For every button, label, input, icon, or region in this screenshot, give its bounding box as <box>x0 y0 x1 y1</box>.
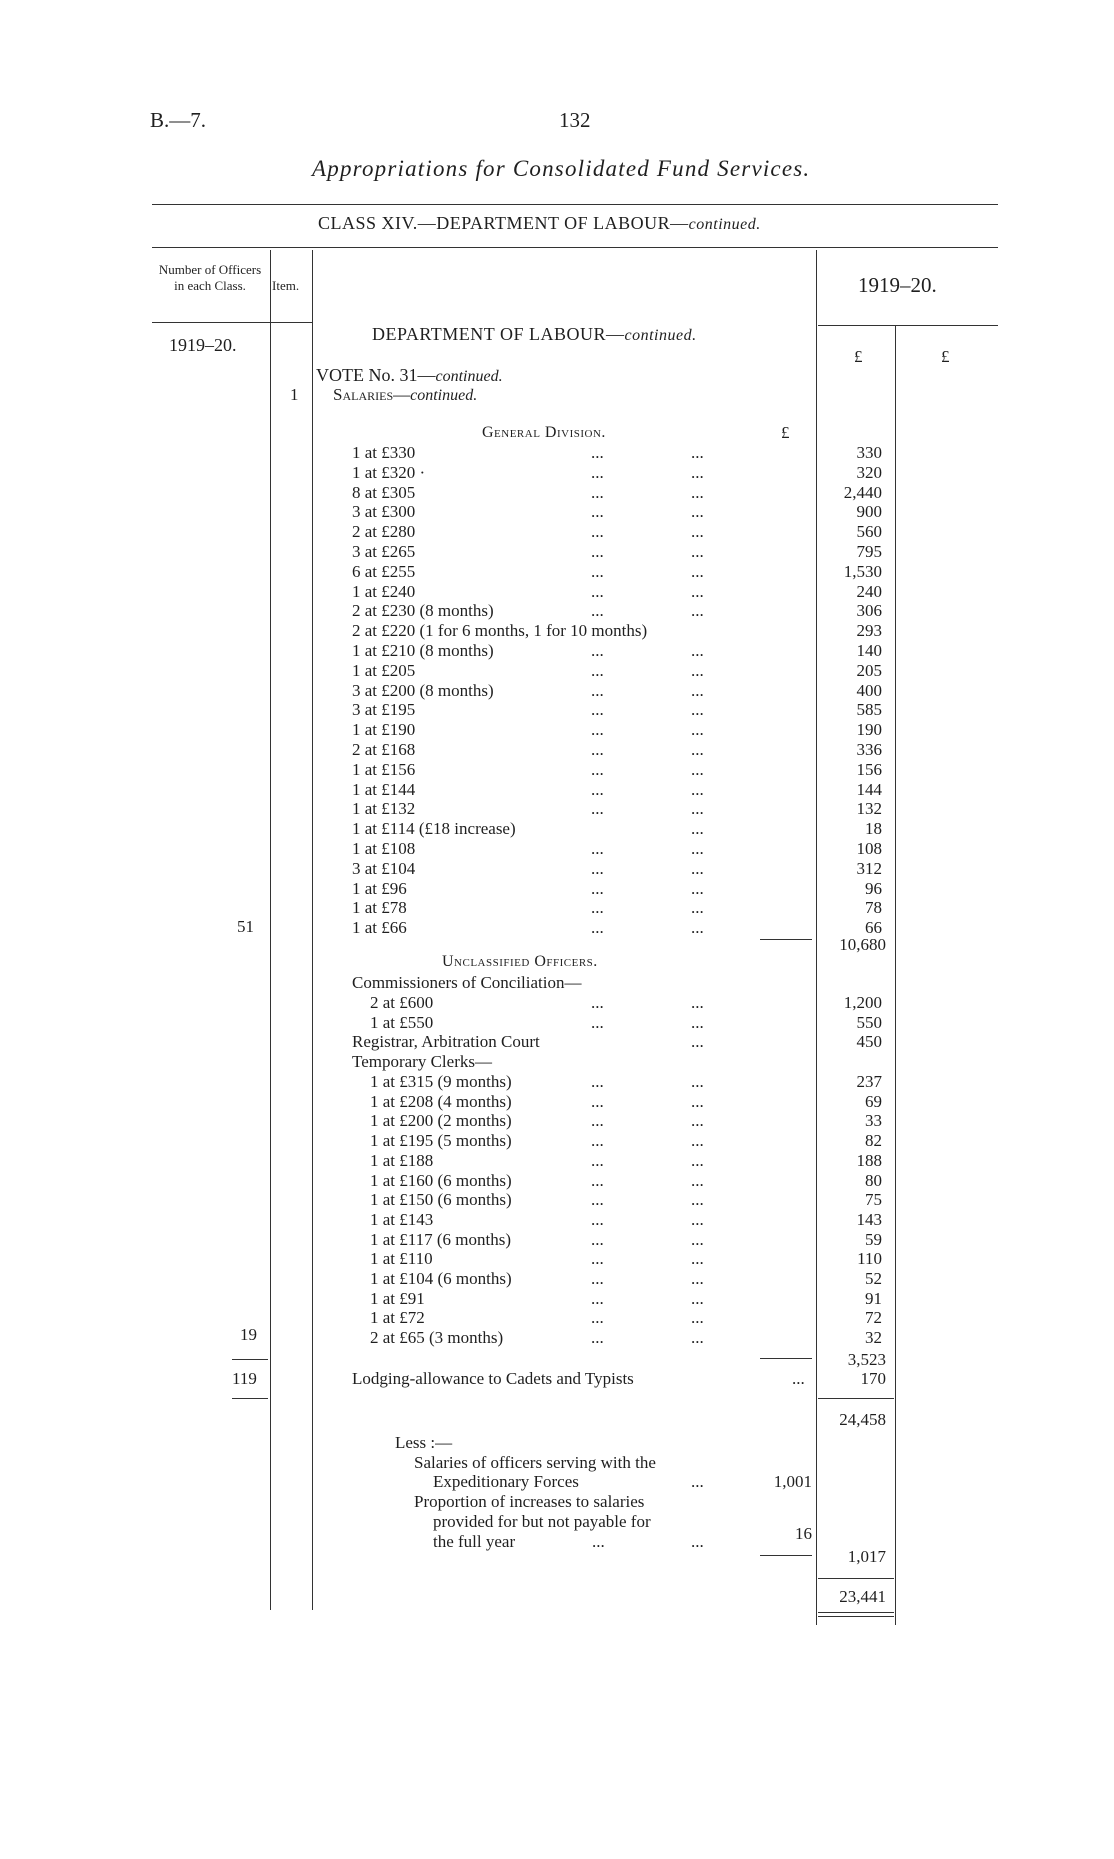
entry-label: 1 at £240 <box>352 581 416 601</box>
leader-dots: ... <box>591 680 604 700</box>
leader-dots: ... <box>691 522 704 542</box>
unclassified-officers-count: 19 <box>240 1325 257 1344</box>
leader-dots: ... <box>691 819 704 839</box>
leader-dots: ... <box>691 1150 704 1170</box>
entry-row <box>352 799 882 819</box>
entry-row <box>352 879 882 899</box>
entry-row <box>352 463 882 483</box>
leader-dots: ... <box>691 740 704 759</box>
entry-row <box>352 740 882 760</box>
entry-row <box>352 601 882 621</box>
leader-dots: ... <box>691 1072 704 1091</box>
col-divider-pounds <box>895 325 896 1625</box>
leader-dots: ... <box>691 542 704 561</box>
entry-row <box>352 1092 882 1112</box>
entry-amount: 78 <box>865 898 882 918</box>
leader-dots: ... <box>591 482 604 502</box>
entry-label: 6 at £255 <box>352 561 416 581</box>
entry-amount: 240 <box>856 581 882 601</box>
entry-label: 1 at £66 <box>352 918 407 938</box>
entry-label: 8 at £305 <box>352 482 416 502</box>
leader-dots: ... <box>591 993 604 1012</box>
entry-amount: 795 <box>856 542 882 561</box>
less-item2-dots-2: ... <box>691 1532 704 1551</box>
entry-amount: 75 <box>865 1190 882 1210</box>
entry-label: 1 at £188 <box>370 1150 434 1170</box>
entry-label: 1 at £96 <box>352 878 407 898</box>
entry-label: 1 at £210 (8 months) <box>352 641 494 660</box>
entry-row <box>352 1269 882 1289</box>
leader-dots: ... <box>591 641 604 660</box>
leader-dots: ... <box>691 993 704 1012</box>
entry-label: 2 at £168 <box>352 740 416 759</box>
leader-dots: ... <box>591 581 604 601</box>
col-header-officers: Number of Officers in each Class. <box>158 262 262 293</box>
leader-dots: ... <box>691 1131 704 1151</box>
unclassified-heading: Unclassified Officers. <box>442 953 598 970</box>
entry-label: 3 at £195 <box>352 700 416 720</box>
entry-row <box>352 1151 882 1171</box>
entry-amount: 82 <box>865 1131 882 1151</box>
entry-row <box>352 681 882 701</box>
entry-row <box>352 819 882 839</box>
less-item2-line3: the full year <box>433 1532 516 1551</box>
entry-amount: 190 <box>856 720 882 740</box>
leader-dots: ... <box>691 1209 704 1229</box>
leader-dots: ... <box>591 1170 604 1190</box>
leader-dots: ... <box>591 1209 604 1229</box>
item-number: 1 <box>290 385 299 404</box>
entry-amount: 188 <box>856 1150 882 1170</box>
entry-label: 2 at £65 (3 months) <box>370 1328 504 1348</box>
total-officers-count: 119 <box>232 1369 257 1388</box>
leader-dots: ... <box>591 1308 604 1328</box>
general-division-heading: General Division. <box>482 424 606 441</box>
entry-label: 1 at £117 (6 months) <box>370 1229 512 1249</box>
leader-dots: ... <box>691 660 704 680</box>
leader-dots: ... <box>591 799 604 819</box>
leader-dots: ... <box>591 1190 604 1210</box>
leader-dots: ... <box>691 720 704 740</box>
leader-dots: ... <box>691 1229 704 1249</box>
grand-total-rule-1 <box>818 1612 894 1613</box>
entry-row <box>352 1289 882 1309</box>
less-total-rule <box>760 1555 812 1556</box>
entry-row <box>352 1111 882 1131</box>
entry-row <box>352 1013 882 1033</box>
vote-heading-cont: continued. <box>435 368 503 385</box>
entry-amount: 144 <box>856 779 882 799</box>
leader-dots: ... <box>691 680 704 700</box>
entry-row <box>352 483 882 503</box>
leader-dots: ... <box>591 542 604 561</box>
leader-dots: ... <box>591 779 604 799</box>
entry-label: 2 at £600 <box>370 993 434 1012</box>
entry-row <box>352 918 882 938</box>
leader-dots: ... <box>591 443 604 462</box>
leader-dots: ... <box>591 1229 604 1249</box>
entry-label: 1 at £143 <box>370 1209 434 1229</box>
entry-row <box>352 839 882 859</box>
leader-dots: ... <box>591 1111 604 1131</box>
leader-dots: ... <box>591 1269 604 1288</box>
pound-sign-1: £ <box>854 347 863 366</box>
registrar-row <box>352 1032 882 1052</box>
less-item2-dots-1: ... <box>592 1532 605 1551</box>
pound-sign-2: £ <box>941 347 950 366</box>
entry-amount: 69 <box>865 1091 882 1111</box>
entry-row <box>352 502 882 522</box>
leader-dots: ... <box>691 759 704 779</box>
entry-label: 2 at £280 <box>352 522 416 542</box>
dept-heading <box>372 324 697 345</box>
entry-label: 1 at £104 (6 months) <box>370 1269 512 1288</box>
lodging-row <box>352 1369 812 1389</box>
entry-amount: 585 <box>856 700 882 720</box>
entry-label: 1 at £330 <box>352 443 416 462</box>
leader-dots: ... <box>591 858 604 878</box>
col-header-year: 1919–20. <box>858 273 937 297</box>
entry-row <box>352 582 882 602</box>
entry-row <box>352 1210 882 1230</box>
unclassified-total: 3,523 <box>847 1350 886 1369</box>
entry-label: 1 at £156 <box>352 759 416 779</box>
leader-dots: ... <box>591 601 604 621</box>
leader-dots: ... <box>691 1012 704 1032</box>
class-heading-text: CLASS XIV.—DEPARTMENT OF LABOUR— <box>318 213 689 233</box>
entry-amount: 900 <box>856 502 882 522</box>
leader-dots: ... <box>591 740 604 759</box>
less-item1-dots: ... <box>691 1472 704 1491</box>
entry-label: 3 at £265 <box>352 542 416 561</box>
entry-row <box>352 859 882 879</box>
leader-dots: ... <box>691 561 704 581</box>
grand-total: 23,441 <box>839 1587 886 1606</box>
salaries-heading <box>333 385 477 405</box>
less-label: Less :— <box>395 1433 453 1452</box>
class-heading-cont: continued. <box>688 216 761 233</box>
dept-heading-cont: continued. <box>624 327 697 344</box>
entry-row <box>352 1249 882 1269</box>
leader-dots: ... <box>591 660 604 680</box>
entry-row <box>352 661 882 681</box>
entry-amount: 237 <box>856 1072 882 1091</box>
entry-amount: 1,200 <box>843 993 882 1012</box>
left-rule-2 <box>232 1398 268 1399</box>
entry-label: 1 at £195 (5 months) <box>370 1131 512 1151</box>
entry-row <box>352 720 882 740</box>
entry-label: 3 at £300 <box>352 502 416 522</box>
entry-amount: 400 <box>856 680 882 700</box>
title-rule <box>152 204 998 205</box>
entry-amount: 156 <box>856 759 882 779</box>
commissioners-label: Commissioners of Conciliation— <box>352 973 582 992</box>
leader-dots: ... <box>591 1131 604 1151</box>
leader-dots: ... <box>691 1170 704 1190</box>
entry-row <box>352 760 882 780</box>
less-total: 1,017 <box>847 1547 886 1566</box>
entry-amount: 108 <box>856 839 882 858</box>
table-top-rule <box>152 247 998 248</box>
leader-dots: ... <box>591 1328 604 1348</box>
leader-dots: ... <box>591 1091 604 1111</box>
entry-amount: 336 <box>856 740 882 759</box>
entry-row <box>352 1131 882 1151</box>
lodging-amount: 170 <box>860 1369 886 1388</box>
subtotal-rule <box>818 1398 894 1399</box>
leader-dots: ... <box>591 759 604 779</box>
entry-label: 2 at £220 (1 for 6 months, 1 for 10 months) <box>352 621 648 641</box>
entry-amount: 52 <box>865 1269 882 1288</box>
temporary-clerks-label: Temporary Clerks— <box>352 1052 492 1071</box>
leader-dots: ... <box>591 561 604 581</box>
registrar-amount: 450 <box>856 1032 882 1051</box>
entry-amount: 110 <box>857 1249 882 1269</box>
entry-label: 1 at £150 (6 months) <box>370 1190 512 1210</box>
lodging-label: Lodging-allowance to Cadets and Typists <box>352 1369 634 1388</box>
leader-dots: ... <box>691 779 704 799</box>
entry-row <box>352 700 882 720</box>
leader-dots: ... <box>591 700 604 720</box>
entry-amount: 312 <box>856 858 882 878</box>
entry-label: 1 at £72 <box>370 1308 425 1328</box>
leader-dots: ... <box>591 898 604 918</box>
col-divider-officers <box>270 250 271 1610</box>
leader-dots: ... <box>691 918 704 938</box>
entry-amount: 59 <box>865 1229 882 1249</box>
less-item2-amount: 16 <box>795 1524 812 1543</box>
leader-dots: ... <box>691 858 704 878</box>
general-total-rule <box>760 939 812 940</box>
leader-dots: ... <box>691 581 704 601</box>
leader-dots: ... <box>691 1288 704 1308</box>
leader-dots: ... <box>691 799 704 819</box>
entry-label: 1 at £200 (2 months) <box>370 1111 512 1131</box>
leader-dots: ... <box>591 918 604 938</box>
lodging-dots: ... <box>792 1369 805 1388</box>
leader-dots: ... <box>691 443 704 462</box>
leader-dots: ... <box>591 1249 604 1269</box>
salaries-heading-cont: continued. <box>410 387 478 404</box>
general-officers-count: 51 <box>237 917 254 936</box>
entry-amount: 91 <box>865 1288 882 1308</box>
leader-dots: ... <box>691 1111 704 1131</box>
subtotal: 24,458 <box>839 1410 886 1429</box>
grand-total-rule-2 <box>818 1616 894 1617</box>
entry-label: 3 at £200 (8 months) <box>352 680 494 700</box>
entry-row <box>352 443 882 463</box>
entry-amount: 32 <box>865 1328 882 1348</box>
leader-dots: ... <box>691 462 704 482</box>
vote-heading-text: VOTE No. 31— <box>316 365 436 385</box>
entry-amount: 306 <box>856 601 882 621</box>
page-title: Appropriations for Consolidated Fund Services. <box>312 156 811 181</box>
entry-amount: 80 <box>865 1170 882 1190</box>
leader-dots: ... <box>591 502 604 522</box>
entry-row <box>352 1328 882 1348</box>
entry-amount: 18 <box>865 819 882 839</box>
leader-dots: ... <box>691 1328 704 1348</box>
col-divider-item <box>312 250 313 1610</box>
entry-row <box>352 1230 882 1250</box>
dept-heading-text: DEPARTMENT OF LABOUR— <box>372 324 625 344</box>
entry-amount: 33 <box>865 1111 882 1131</box>
entry-label: 1 at £144 <box>352 779 416 799</box>
leader-dots: ... <box>691 839 704 858</box>
page-number: 132 <box>559 108 591 132</box>
leader-dots: ... <box>591 1288 604 1308</box>
entry-label: 1 at £110 <box>370 1249 433 1269</box>
entry-amount: 330 <box>856 443 882 462</box>
entry-amount: 143 <box>856 1209 882 1229</box>
entry-amount: 96 <box>865 878 882 898</box>
leader-dots: ... <box>591 1072 604 1091</box>
leader-dots: ... <box>691 1308 704 1328</box>
entry-row <box>352 621 882 641</box>
entry-label: 1 at £91 <box>370 1288 425 1308</box>
left-rule-1 <box>232 1359 268 1360</box>
general-total: 10,680 <box>839 935 886 954</box>
leader-dots: ... <box>691 878 704 898</box>
header-rule-right <box>818 325 998 326</box>
entry-row <box>352 1171 882 1191</box>
less-item2-line2: provided for but not payable for <box>433 1512 651 1531</box>
salaries-heading-text: Salaries— <box>333 385 411 404</box>
class-heading <box>318 213 761 234</box>
leader-dots: ... <box>691 1190 704 1210</box>
entry-amount: 140 <box>856 641 882 660</box>
entry-amount: 66 <box>865 918 882 938</box>
leader-dots: ... <box>691 898 704 918</box>
entry-amount: 560 <box>856 522 882 542</box>
entry-label: 1 at £78 <box>352 898 407 918</box>
unclassified-total-rule <box>760 1358 812 1359</box>
entry-label: 1 at £160 (6 months) <box>370 1170 512 1190</box>
leader-dots: ... <box>591 720 604 740</box>
entry-label: 1 at £108 <box>352 839 416 858</box>
leader-dots: ... <box>691 601 704 621</box>
entry-row <box>352 641 882 661</box>
entry-label: 1 at £114 (£18 increase) <box>352 819 516 839</box>
registrar-label: Registrar, Arbitration Court <box>352 1032 540 1051</box>
entry-label: 1 at £205 <box>352 660 416 680</box>
entry-row <box>352 562 882 582</box>
leader-dots: ... <box>691 1269 704 1288</box>
vote-heading <box>316 365 503 386</box>
entry-label: 3 at £104 <box>352 858 416 878</box>
entry-amount: 293 <box>856 621 882 641</box>
entry-row <box>352 1308 882 1328</box>
entry-amount: 205 <box>856 660 882 680</box>
less-item1-line1: Salaries of officers serving with the <box>414 1453 656 1472</box>
registrar-dots: ... <box>691 1032 704 1051</box>
col-year-left: 1919–20. <box>169 335 237 355</box>
leader-dots: ... <box>691 1249 704 1269</box>
general-pound-sign: £ <box>781 423 790 442</box>
leader-dots: ... <box>691 502 704 522</box>
leader-dots: ... <box>691 641 704 660</box>
entry-amount: 320 <box>856 462 882 482</box>
less-item1-line2: Expeditionary Forces <box>433 1472 579 1491</box>
entry-label: 1 at £550 <box>370 1012 434 1032</box>
entry-amount: 132 <box>856 799 882 819</box>
entry-row <box>352 780 882 800</box>
leader-dots: ... <box>591 1150 604 1170</box>
entry-row <box>352 542 882 562</box>
entry-label: 1 at £190 <box>352 720 416 740</box>
entry-label: 1 at £315 (9 months) <box>370 1072 512 1091</box>
entry-amount: 2,440 <box>843 482 882 502</box>
leader-dots: ... <box>591 522 604 542</box>
less-item2-line1: Proportion of increases to salaries <box>414 1492 645 1511</box>
entry-row <box>352 1072 882 1092</box>
leader-dots: ... <box>691 700 704 720</box>
header-rule-left <box>152 322 312 323</box>
entry-label: 1 at £132 <box>352 799 416 819</box>
entry-label: 1 at £208 (4 months) <box>370 1091 512 1111</box>
entry-amount: 72 <box>865 1308 882 1328</box>
leader-dots: ... <box>691 1091 704 1111</box>
entry-row <box>352 898 882 918</box>
col-header-item: Item. <box>272 278 300 293</box>
entry-amount: 1,530 <box>843 561 882 581</box>
leader-dots: ... <box>691 482 704 502</box>
entry-label: 1 at £320 · <box>352 462 426 482</box>
entry-label: 2 at £230 (8 months) <box>352 601 494 621</box>
entry-row <box>352 993 882 1013</box>
leader-dots: ... <box>591 462 604 482</box>
page-ref: B.—7. <box>150 108 207 132</box>
leader-dots: ... <box>591 878 604 898</box>
entry-row <box>352 522 882 542</box>
less-item1-amount: 1,001 <box>773 1472 812 1491</box>
leader-dots: ... <box>591 839 604 858</box>
entry-amount: 550 <box>856 1012 882 1032</box>
entry-row <box>352 1190 882 1210</box>
leader-dots: ... <box>591 1012 604 1032</box>
grand-total-top-rule <box>818 1578 894 1579</box>
